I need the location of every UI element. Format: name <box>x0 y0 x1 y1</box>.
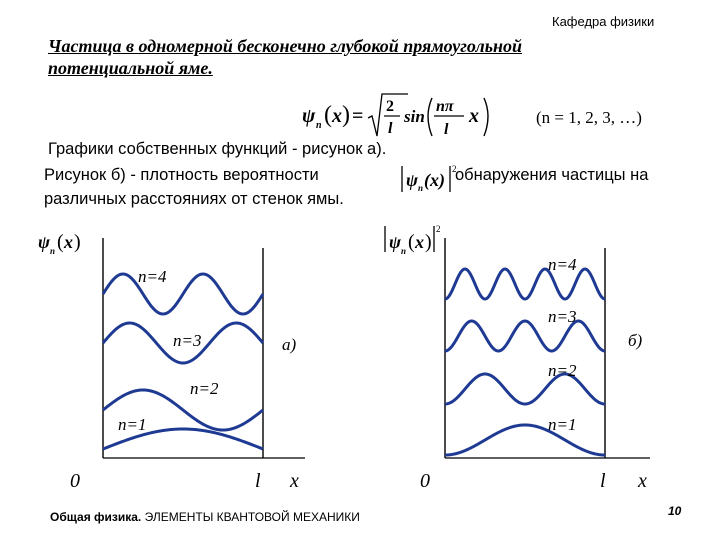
svg-text:): ) <box>425 231 432 253</box>
page-number: 10 <box>668 504 682 518</box>
plot-b-x-origin: 0 <box>420 470 430 492</box>
plot-a-x-end: l <box>255 470 261 492</box>
svg-text:(: ( <box>324 102 332 128</box>
svg-text:ψ: ψ <box>302 105 316 127</box>
svg-text:nπ: nπ <box>436 98 454 115</box>
plot-a <box>38 231 305 492</box>
plot-b-curves <box>445 269 605 455</box>
plot-a-panel-label: а) <box>282 335 297 354</box>
psi-curve-n4 <box>103 274 263 314</box>
plot-b-label-n2: n=2 <box>548 361 577 380</box>
plot-b-label-n4: n=4 <box>548 255 577 274</box>
text-line-3: различных расстояниях от стенок ямы. <box>44 190 344 208</box>
svg-text:ψ: ψ <box>406 170 419 190</box>
plot-b-x-axis-label: x <box>638 470 647 492</box>
svg-text:): ) <box>342 102 350 128</box>
svg-text:ψ: ψ <box>38 232 51 252</box>
plot-a-ylabel <box>38 231 81 256</box>
slide-title-line-1: Частица в одномерной бесконечно глубокой прямоугольной <box>48 36 522 56</box>
plot-a-x-axis-label: x <box>290 470 299 492</box>
plot-a-label-n1: n=1 <box>118 415 147 434</box>
plot-b <box>385 224 650 492</box>
text-line-1: Графики собственных функций - рисунок а). <box>48 140 387 158</box>
density-curve-n1 <box>445 425 605 455</box>
svg-text:=: = <box>352 105 364 127</box>
svg-text:n: n <box>401 246 407 256</box>
quantum-number-range: (n = 1, 2, 3, …) <box>536 108 642 127</box>
svg-text:ψ: ψ <box>389 232 402 252</box>
svg-text:n: n <box>316 120 322 131</box>
svg-text:2: 2 <box>436 224 441 234</box>
svg-text:x: x <box>469 105 479 127</box>
footer-course-rest: ЭЛЕМЕНТЫ КВАНТОВОЙ МЕХАНИКИ <box>141 510 360 524</box>
svg-text:n: n <box>50 246 56 256</box>
svg-text:(x): (x) <box>424 170 445 190</box>
svg-text:n: n <box>418 183 424 193</box>
plot-a-label-n4: n=4 <box>138 267 167 286</box>
svg-text:x: x <box>332 105 342 127</box>
density-curve-n4 <box>445 269 605 299</box>
plot-b-panel-label: б) <box>628 331 643 350</box>
plot-b-x-end: l <box>600 470 606 492</box>
text-line-2b: обнаружения частицы на <box>455 166 649 184</box>
plot-a-label-n3: n=3 <box>173 331 202 350</box>
svg-text:l: l <box>444 121 449 138</box>
svg-text:): ) <box>74 231 81 253</box>
plot-a-label-n2: n=2 <box>190 379 219 398</box>
svg-text:x: x <box>415 232 424 252</box>
svg-text:l: l <box>388 120 393 137</box>
plot-b-ylabel <box>385 224 441 256</box>
plot-a-x-origin: 0 <box>70 470 80 492</box>
footer-course <box>50 510 360 524</box>
density-curve-n2 <box>445 374 605 404</box>
density-curve-n3 <box>445 321 605 351</box>
svg-text:2: 2 <box>386 98 394 115</box>
svg-text:x: x <box>64 232 73 252</box>
footer-course-bold: Общая физика. <box>50 510 142 524</box>
svg-text:(: ( <box>57 231 64 253</box>
svg-text:sin: sin <box>404 107 425 126</box>
svg-text:(: ( <box>408 231 415 253</box>
plot-b-label-n1: n=1 <box>548 415 577 434</box>
svg-text:2: 2 <box>452 164 457 174</box>
department-header: Кафедра физики <box>552 14 655 29</box>
text-line-2a: Рисунок б) - плотность вероятности <box>44 166 319 184</box>
slide-title-line-2: потенциальной яме. <box>48 58 213 78</box>
plot-b-label-n3: n=3 <box>548 307 577 326</box>
